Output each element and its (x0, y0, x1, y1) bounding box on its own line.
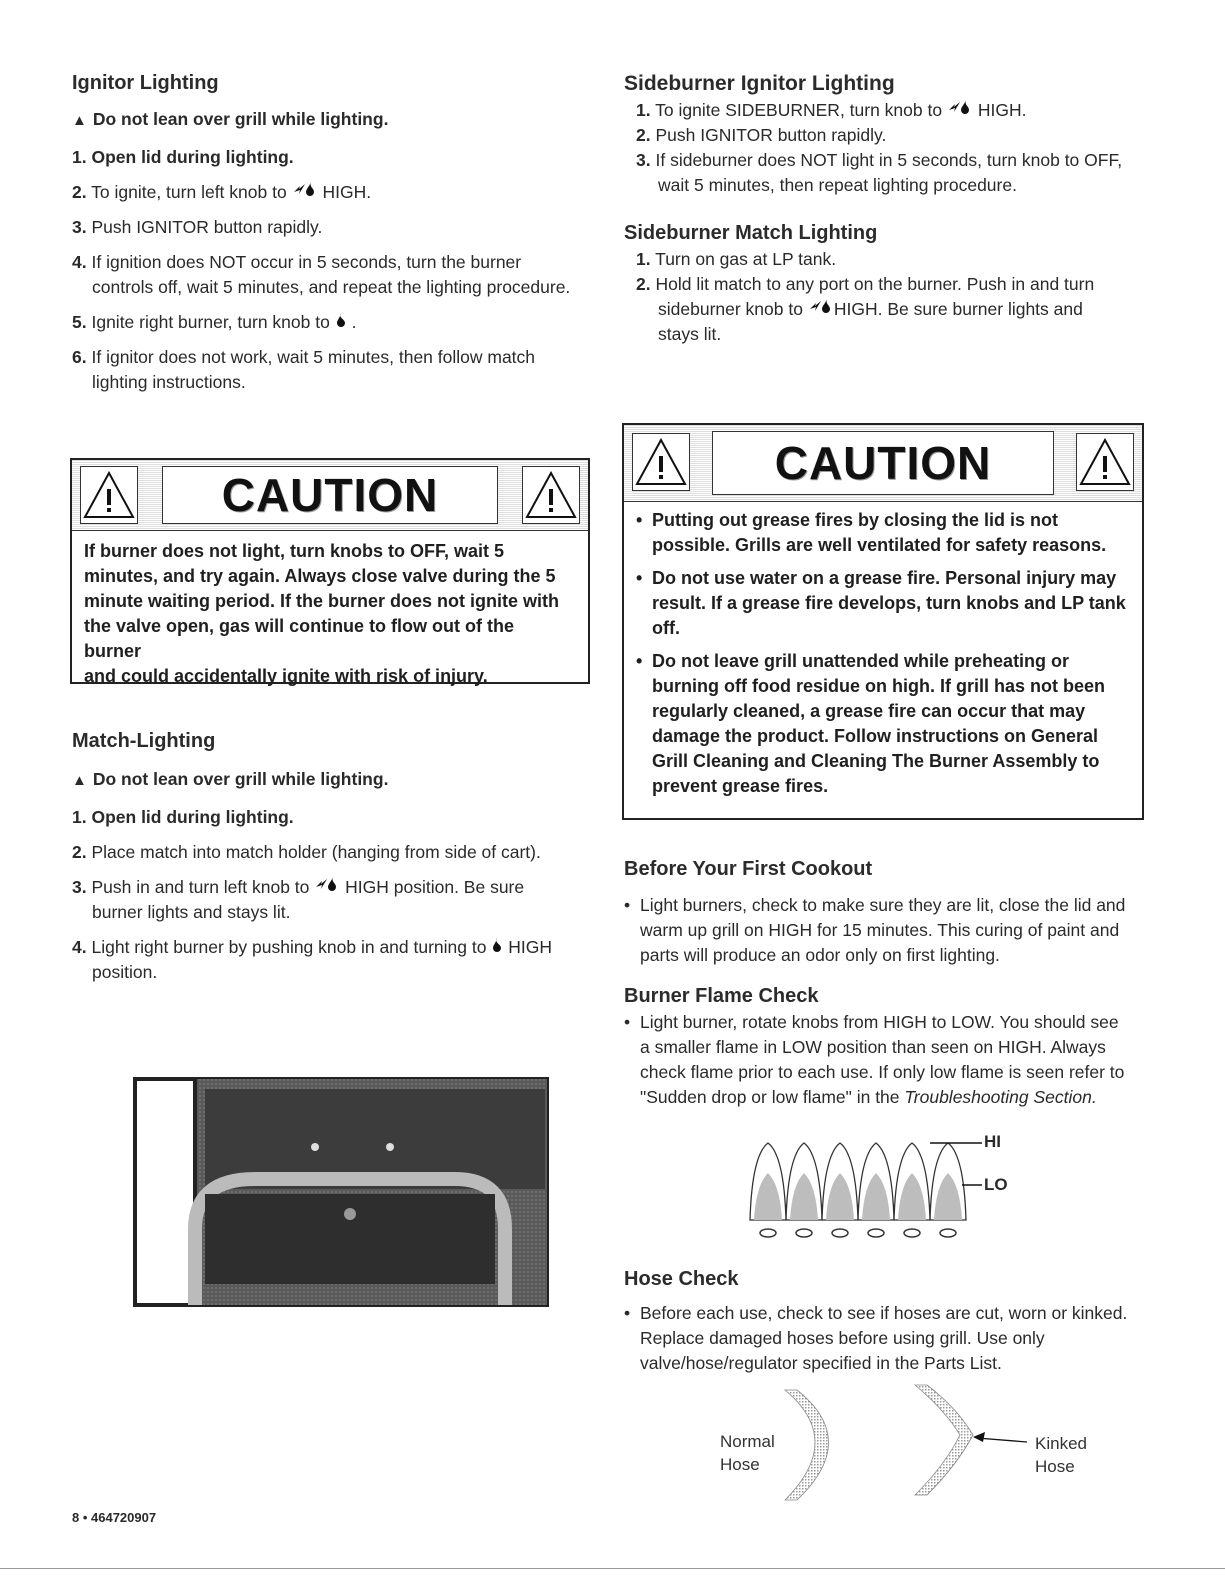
ignitor-lighting-section (72, 72, 592, 395)
warning-triangle-icon: ▲ (72, 772, 87, 789)
hose-check-text: • Before each use, check to see if hoses are cut, worn or kinked. Replace damaged hoses before using grill. Use only valve/hose/regulator specified in the Parts List. (624, 1301, 1154, 1376)
section-title: Hose Check (624, 1268, 739, 1290)
step-1: 1. To ignite SIDEBURNER, turn knob to HIGH. (636, 100, 1027, 120)
caution-title: CAUTION (162, 466, 498, 524)
step-1: 1. Open lid during lighting. (72, 147, 294, 167)
step-1: 1. Turn on gas at LP tank. (636, 249, 837, 269)
hose-check-section (624, 1268, 1154, 1376)
section-title: Match-Lighting (72, 730, 216, 752)
warning-triangle-icon (80, 466, 138, 524)
warning-triangle-icon (522, 466, 580, 524)
caution-box-left (70, 458, 590, 684)
sideburner-ignitor-section (624, 72, 1154, 198)
step-3: 3. Push in and turn left knob to HIGH position. Be sure burner lights and stays lit. (72, 877, 525, 922)
spark-flame-icon (292, 182, 318, 202)
kinked-hose-label: Kinked Hose (1035, 1434, 1087, 1476)
caution-header (624, 425, 1142, 502)
sideburner-match-section (624, 222, 1154, 347)
caution-header (72, 460, 588, 531)
warning-line: ▲ Do not lean over grill while lighting. (72, 769, 389, 789)
caution-bullet: • Putting out grease fires by closing the lid is not possible. Grills are well ventilated for safety reasons. (636, 508, 1128, 558)
section-title: Burner Flame Check (624, 985, 819, 1007)
spark-flame-icon (808, 299, 834, 319)
caution-text: If burner does not light, turn knobs to OFF, wait 5 minutes, and try again. Always close valve during the 5 minute waiting period. If the burner does not ignite with the valve open, gas will continue to flow out of the burner and could accidentally ignite with risk of injury. (84, 541, 559, 686)
spark-flame-icon (947, 100, 973, 120)
step-4: 4. Light right burner by pushing knob in and turning to HIGH position. (72, 937, 552, 982)
first-cookout-section (624, 858, 1154, 968)
lo-label: LO (984, 1175, 1008, 1194)
section-title: Sideburner Ignitor Lighting (624, 72, 895, 95)
step-3: 3. If sideburner does NOT light in 5 seconds, turn knob to OFF, wait 5 minutes, then repeat lighting procedure. (636, 150, 1123, 195)
step-2: 2. Hold lit match to any port on the burner. Push in and turn sideburner knob to HIGH. Be sure burner lights and stays lit. (636, 274, 1095, 344)
step-3: 3. Push IGNITOR button rapidly. (72, 217, 323, 237)
first-cookout-text: • Light burners, check to make sure they are lit, close the lid and warm up grill on HIGH for 15 minutes. This curing of paint and parts will produce an odor only on first lighting. (624, 893, 1154, 968)
grill-photo (133, 1077, 549, 1307)
warning-triangle-icon (1076, 433, 1134, 491)
warning-triangle-icon: ▲ (72, 112, 87, 129)
step-2: 2. Place match into match holder (hanging from side of cart). (72, 842, 541, 862)
step-4: 4. If ignition does NOT occur in 5 seconds, turn the burner controls off, wait 5 minutes, and repeat the lighting procedure. (72, 252, 571, 297)
spark-flame-icon (314, 877, 340, 897)
step-2: 2. Push IGNITOR button rapidly. (636, 125, 887, 145)
hose-diagram (715, 1380, 1115, 1510)
step-1: 1. Open lid during lighting. (72, 807, 294, 827)
section-title: Before Your First Cookout (624, 858, 873, 880)
page-footer: 8 • 464720907 (72, 1510, 157, 1525)
page-bottom-rule (0, 1568, 1225, 1569)
caution-bullet: • Do not use water on a grease fire. Personal injury may result. If a grease fire develops, turn knobs and LP tank off. (636, 566, 1128, 641)
normal-hose-label: Normal Hose (720, 1432, 775, 1474)
match-lighting-section (72, 730, 592, 985)
flame-diagram (740, 1132, 1020, 1245)
caution-bullets (624, 502, 1142, 815)
hi-label: HI (984, 1132, 1001, 1151)
caution-title: CAUTION (712, 431, 1054, 495)
step-5: 5. Ignite right burner, turn knob to . (72, 312, 357, 332)
step-2: 2. To ignite, turn left knob to HIGH. (72, 182, 372, 202)
step-6: 6. If ignitor does not work, wait 5 minutes, then follow match lighting instructions. (72, 347, 536, 392)
flame-check-section (624, 985, 1154, 1110)
warning-triangle-icon (632, 433, 690, 491)
section-title: Sideburner Match Lighting (624, 222, 878, 244)
section-title: Ignitor Lighting (72, 72, 219, 94)
flame-icon (491, 937, 503, 957)
caution-box-right (622, 423, 1144, 820)
flame-icon (335, 312, 347, 332)
caution-bullet: • Do not leave grill unattended while preheating or burning off food residue on high. If grill has not been regularly cleaned, a grease fire can occur that may damage the product. Follow instructions on General Grill Cleaning and Cleaning The Burner Assembly to prevent grease fires. (636, 649, 1128, 799)
warning-line: ▲ Do not lean over grill while lighting. (72, 109, 389, 129)
flame-check-text: • Light burner, rotate knobs from HIGH to LOW. You should see a smaller flame in LOW position than seen on HIGH. Always check flame prior to each use. If only low flame is seen refer to "Sudden drop or low flame" in the Troubleshooting Section. (624, 1010, 1154, 1110)
